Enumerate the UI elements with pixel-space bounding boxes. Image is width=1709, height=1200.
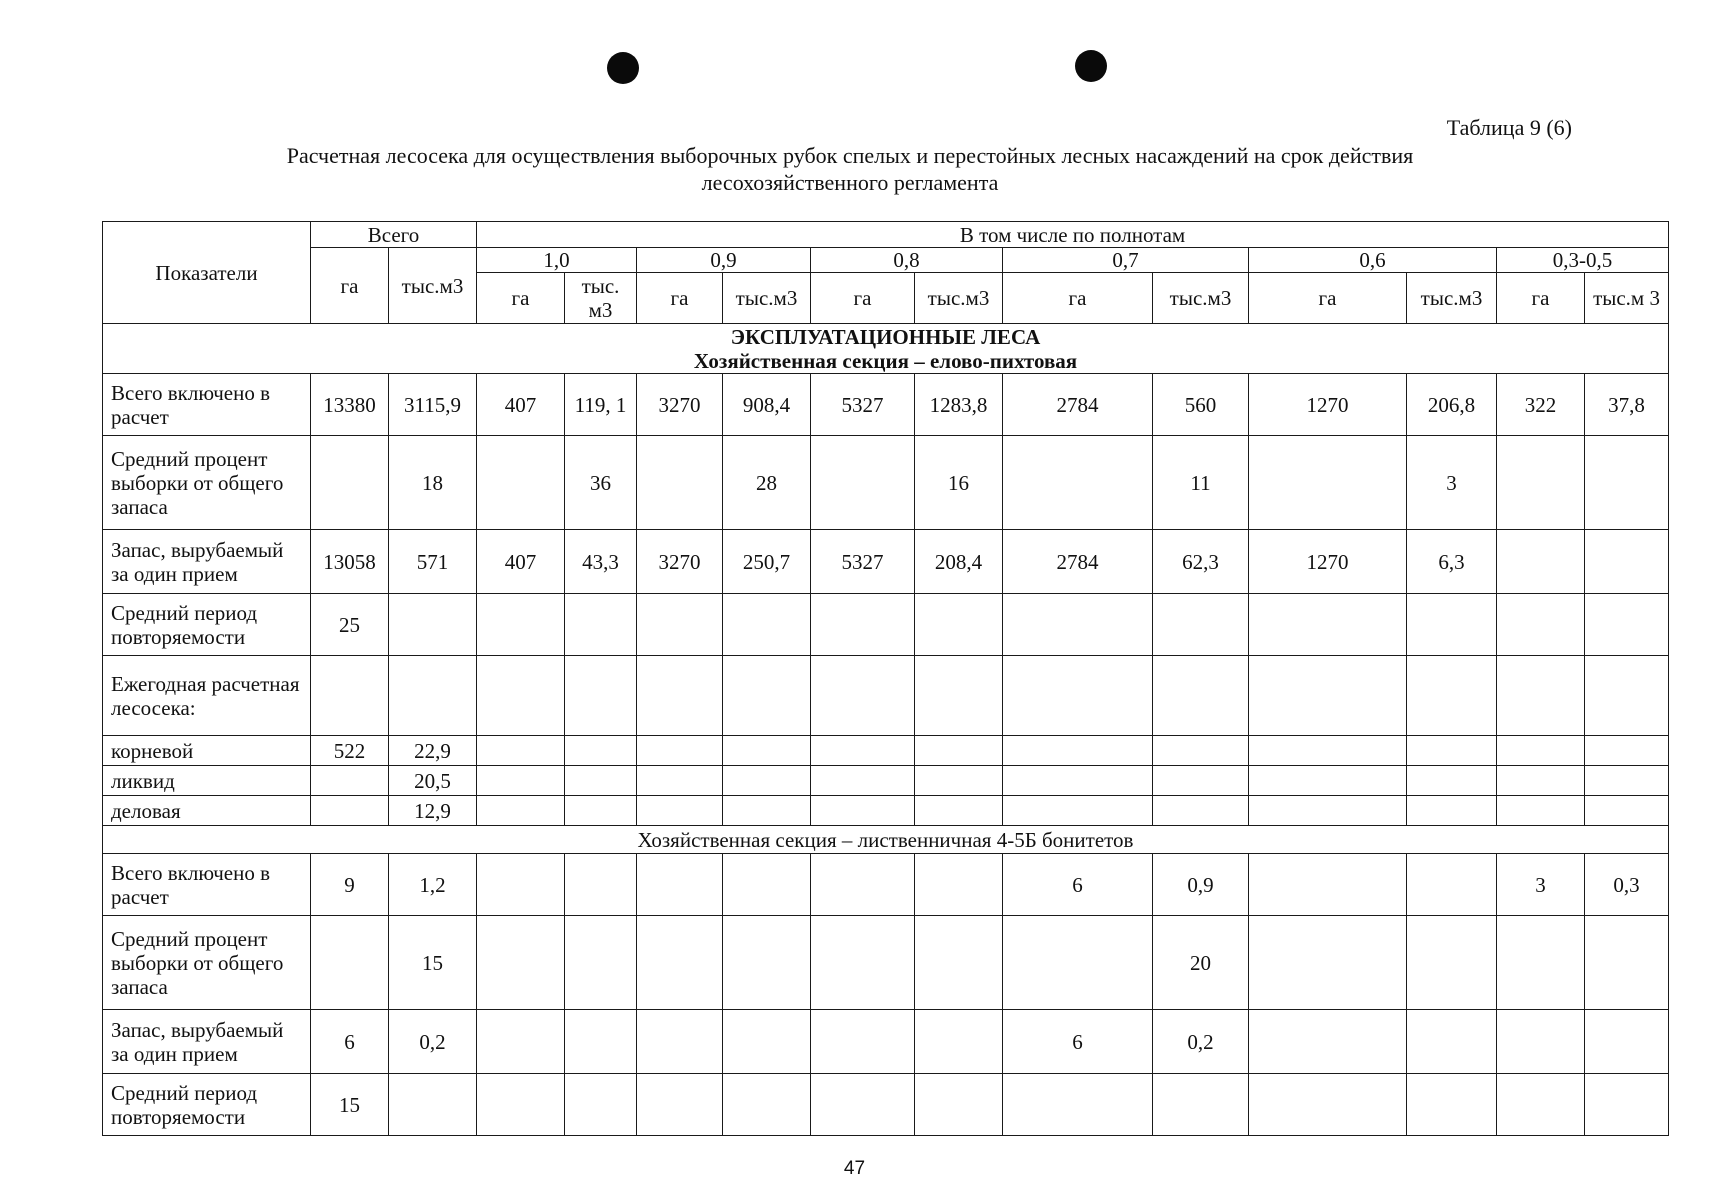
table-cell — [1003, 1074, 1153, 1136]
table-cell — [1153, 656, 1249, 736]
header-density: 0,3-0,5 — [1497, 248, 1669, 273]
table-cell — [811, 916, 915, 1010]
header-indicators: Показатели — [103, 222, 311, 324]
binder-hole-right — [1075, 50, 1107, 82]
table-cell: 15 — [311, 1074, 389, 1136]
table-cell — [477, 656, 565, 736]
table-cell — [389, 1074, 477, 1136]
table-cell — [723, 1074, 811, 1136]
row-label: корневой — [103, 736, 311, 766]
table-cell: 407 — [477, 374, 565, 436]
table-cell: 25 — [311, 594, 389, 656]
header-density: 0,9 — [637, 248, 811, 273]
table-cell — [1497, 736, 1585, 766]
table-cell — [637, 1074, 723, 1136]
table-cell — [637, 594, 723, 656]
document-title-line-2: лесохозяйственного регламента — [701, 170, 999, 195]
table-cell: 119, 1 — [565, 374, 637, 436]
table-row — [103, 656, 1669, 736]
table-cell — [811, 854, 915, 916]
table-cell: 1270 — [1249, 530, 1407, 594]
table-cell — [811, 736, 915, 766]
table-cell: 5327 — [811, 530, 915, 594]
header-unit: тыс.м3 — [1407, 273, 1497, 324]
table-cell — [1249, 656, 1407, 736]
table-cell: 0,2 — [1153, 1010, 1249, 1074]
header-unit: тыс.м 3 — [1585, 273, 1669, 324]
header-unit: тыс.м3 — [915, 273, 1003, 324]
table-cell — [723, 656, 811, 736]
table-cell — [1585, 594, 1669, 656]
table-cell — [811, 1074, 915, 1136]
table-row — [103, 1010, 1669, 1074]
table-cell: 1283,8 — [915, 374, 1003, 436]
table-cell: 6 — [1003, 1010, 1153, 1074]
table-row — [103, 594, 1669, 656]
table-cell — [565, 854, 637, 916]
table-cell — [477, 766, 565, 796]
header-unit-total-ha: га — [311, 248, 389, 324]
table-cell — [565, 736, 637, 766]
table-cell — [723, 854, 811, 916]
table-cell — [1249, 736, 1407, 766]
table-cell — [1249, 766, 1407, 796]
table-cell — [1497, 1074, 1585, 1136]
table-cell — [1497, 594, 1585, 656]
table-cell — [915, 656, 1003, 736]
table-cell — [1249, 854, 1407, 916]
table-cell — [915, 1010, 1003, 1074]
section-heading — [103, 324, 1669, 374]
table-cell — [1407, 766, 1497, 796]
table-cell — [1497, 530, 1585, 594]
table-cell — [565, 766, 637, 796]
table-cell — [1003, 796, 1153, 826]
table-cell — [1497, 916, 1585, 1010]
table-cell — [311, 436, 389, 530]
table-cell — [723, 594, 811, 656]
table-cell: 908,4 — [723, 374, 811, 436]
table-cell — [1407, 916, 1497, 1010]
table-cell — [565, 916, 637, 1010]
table-cell — [811, 1010, 915, 1074]
table-cell: 36 — [565, 436, 637, 530]
table-cell — [637, 736, 723, 766]
row-label: Всего включено в расчет — [103, 854, 311, 916]
table-row — [103, 1074, 1669, 1136]
table-cell — [637, 436, 723, 530]
header-incl-density: В том числе по полнотам — [477, 222, 1669, 248]
table-cell — [1249, 1074, 1407, 1136]
table-cell: 20 — [1153, 916, 1249, 1010]
table-row — [103, 766, 1669, 796]
table-cell — [1153, 766, 1249, 796]
table-cell — [1249, 436, 1407, 530]
row-label: Всего включено в расчет — [103, 374, 311, 436]
table-cell: 3270 — [637, 374, 723, 436]
table-cell — [311, 656, 389, 736]
table-cell — [1003, 916, 1153, 1010]
row-label: Ежегодная расчетная лесосека: — [103, 656, 311, 736]
section-subheading-row — [103, 826, 1669, 854]
table-cell — [1407, 1010, 1497, 1074]
header-total: Всего — [311, 222, 477, 248]
table-cell — [389, 656, 477, 736]
table-cell — [811, 656, 915, 736]
table-cell: 3 — [1497, 854, 1585, 916]
binder-hole-left — [607, 52, 639, 84]
table-row — [103, 854, 1669, 916]
table-cell — [1407, 736, 1497, 766]
table-cell — [477, 594, 565, 656]
table-cell: 5327 — [811, 374, 915, 436]
table-row — [103, 530, 1669, 594]
table-cell — [565, 594, 637, 656]
table-cell: 206,8 — [1407, 374, 1497, 436]
table-cell — [477, 1074, 565, 1136]
table-cell: 20,5 — [389, 766, 477, 796]
table-cell: 16 — [915, 436, 1003, 530]
table-cell — [811, 796, 915, 826]
table-cell: 9 — [311, 854, 389, 916]
table-cell — [1585, 530, 1669, 594]
table-cell: 0,9 — [1153, 854, 1249, 916]
row-label: Запас, вырубаемый за один прием — [103, 1010, 311, 1074]
table-cell: 1,2 — [389, 854, 477, 916]
header-unit: тыс.м3 — [1153, 273, 1249, 324]
table-cell — [637, 854, 723, 916]
row-label: Средний период повторяемости — [103, 594, 311, 656]
table-cell — [1585, 1010, 1669, 1074]
header-unit: га — [811, 273, 915, 324]
table-cell: 13058 — [311, 530, 389, 594]
table-cell — [389, 594, 477, 656]
table-cell — [1153, 796, 1249, 826]
table-row — [103, 736, 1669, 766]
table-label: Таблица 9 (6) — [1446, 115, 1572, 140]
section-subtitle: Хозяйственная секция – лиственничная 4-5Б бонитетов — [103, 826, 1669, 854]
table-cell — [1407, 1074, 1497, 1136]
table-cell — [723, 916, 811, 1010]
row-label: Средний процент выборки от общего запаса — [103, 916, 311, 1010]
table-cell: 3270 — [637, 530, 723, 594]
table-cell — [1497, 656, 1585, 736]
table-row — [103, 374, 1669, 436]
table-cell — [1497, 796, 1585, 826]
table-cell — [1585, 796, 1669, 826]
table-cell — [1153, 1074, 1249, 1136]
table-cell — [1249, 594, 1407, 656]
table-cell — [1003, 766, 1153, 796]
table-cell — [565, 656, 637, 736]
table-cell: 571 — [389, 530, 477, 594]
header-density: 0,6 — [1249, 248, 1497, 273]
row-label: ликвид — [103, 766, 311, 796]
table-cell: 12,9 — [389, 796, 477, 826]
table-cell — [637, 916, 723, 1010]
table-cell — [477, 436, 565, 530]
table-cell: 2784 — [1003, 530, 1153, 594]
table-cell: 11 — [1153, 436, 1249, 530]
table-cell: 62,3 — [1153, 530, 1249, 594]
table-cell — [723, 736, 811, 766]
table-cell: 3115,9 — [389, 374, 477, 436]
table-cell — [1585, 656, 1669, 736]
row-label: Средний период повторяемости — [103, 1074, 311, 1136]
table-cell — [1585, 766, 1669, 796]
section-subtitle: Хозяйственная секция – елово-пихтовая — [693, 348, 1078, 373]
table-cell — [637, 796, 723, 826]
table-cell — [1585, 736, 1669, 766]
table-cell: 322 — [1497, 374, 1585, 436]
allowable-cut-table — [102, 221, 1669, 1136]
table-cell — [477, 796, 565, 826]
header-unit: тыс. м3 — [565, 273, 637, 324]
table-cell — [1153, 594, 1249, 656]
section-title: ЭКСПЛУАТАЦИОННЫЕ ЛЕСА — [730, 324, 1041, 349]
table-cell: 522 — [311, 736, 389, 766]
document-title-line-1: Расчетная лесосека для осуществления выборочных рубок спелых и перестойных лесных насаждений на срок действия — [286, 143, 1414, 168]
table-cell — [811, 436, 915, 530]
table-row — [103, 436, 1669, 530]
table-cell — [1249, 1010, 1407, 1074]
table-cell: 37,8 — [1585, 374, 1669, 436]
table-row — [103, 916, 1669, 1010]
table-cell — [1497, 1010, 1585, 1074]
table-cell: 22,9 — [389, 736, 477, 766]
table-cell — [637, 766, 723, 796]
table-cell — [1407, 854, 1497, 916]
page-number: 47 — [843, 1158, 866, 1179]
table-cell: 28 — [723, 436, 811, 530]
table-cell — [915, 1074, 1003, 1136]
table-cell — [477, 736, 565, 766]
table-cell — [1407, 594, 1497, 656]
table-cell: 560 — [1153, 374, 1249, 436]
table-cell — [311, 916, 389, 1010]
header-unit: га — [637, 273, 723, 324]
table-cell — [915, 736, 1003, 766]
table-cell — [1153, 736, 1249, 766]
row-label: деловая — [103, 796, 311, 826]
table-cell — [811, 594, 915, 656]
table-cell: 18 — [389, 436, 477, 530]
table-cell — [1249, 916, 1407, 1010]
row-label: Запас, вырубаемый за один прием — [103, 530, 311, 594]
header-unit: га — [1497, 273, 1585, 324]
table-cell — [723, 1010, 811, 1074]
table-cell: 6 — [1003, 854, 1153, 916]
table-cell: 0,2 — [389, 1010, 477, 1074]
header-density: 0,8 — [811, 248, 1003, 273]
table-cell — [1003, 594, 1153, 656]
table-cell — [477, 1010, 565, 1074]
table-cell — [723, 796, 811, 826]
row-label: Средний процент выборки от общего запаса — [103, 436, 311, 530]
table-cell: 3 — [1407, 436, 1497, 530]
table-cell — [915, 796, 1003, 826]
table-cell — [477, 854, 565, 916]
table-cell: 250,7 — [723, 530, 811, 594]
table-cell: 407 — [477, 530, 565, 594]
table-cell: 0,3 — [1585, 854, 1669, 916]
table-cell — [1585, 916, 1669, 1010]
table-cell — [1249, 796, 1407, 826]
table-cell — [637, 1010, 723, 1074]
table-cell — [477, 916, 565, 1010]
header-density: 1,0 — [477, 248, 637, 273]
header-unit: тыс.м3 — [723, 273, 811, 324]
header-unit: га — [477, 273, 565, 324]
table-cell — [1497, 766, 1585, 796]
table-cell — [1585, 436, 1669, 530]
header-unit: га — [1249, 273, 1407, 324]
table-cell — [915, 766, 1003, 796]
header-density: 0,7 — [1003, 248, 1249, 273]
table-cell: 13380 — [311, 374, 389, 436]
table-cell: 15 — [389, 916, 477, 1010]
table-cell — [565, 796, 637, 826]
table-cell — [1407, 656, 1497, 736]
header-unit: га — [1003, 273, 1153, 324]
table-cell — [811, 766, 915, 796]
table-cell — [1003, 436, 1153, 530]
table-cell — [915, 854, 1003, 916]
table-cell: 2784 — [1003, 374, 1153, 436]
table-cell: 43,3 — [565, 530, 637, 594]
table-cell — [1003, 736, 1153, 766]
table-cell — [637, 656, 723, 736]
header-unit-total-volume: тыс.м3 — [389, 248, 477, 324]
table-cell — [311, 766, 389, 796]
table-cell — [1585, 1074, 1669, 1136]
table-cell — [915, 594, 1003, 656]
table-cell — [565, 1010, 637, 1074]
table-cell — [1407, 796, 1497, 826]
table-cell — [1003, 656, 1153, 736]
table-row — [103, 796, 1669, 826]
table-cell — [1497, 436, 1585, 530]
table-cell: 1270 — [1249, 374, 1407, 436]
table-cell — [565, 1074, 637, 1136]
table-cell — [311, 796, 389, 826]
table-cell: 6 — [311, 1010, 389, 1074]
table-cell — [915, 916, 1003, 1010]
table-cell: 208,4 — [915, 530, 1003, 594]
table-cell — [723, 766, 811, 796]
table-cell: 6,3 — [1407, 530, 1497, 594]
